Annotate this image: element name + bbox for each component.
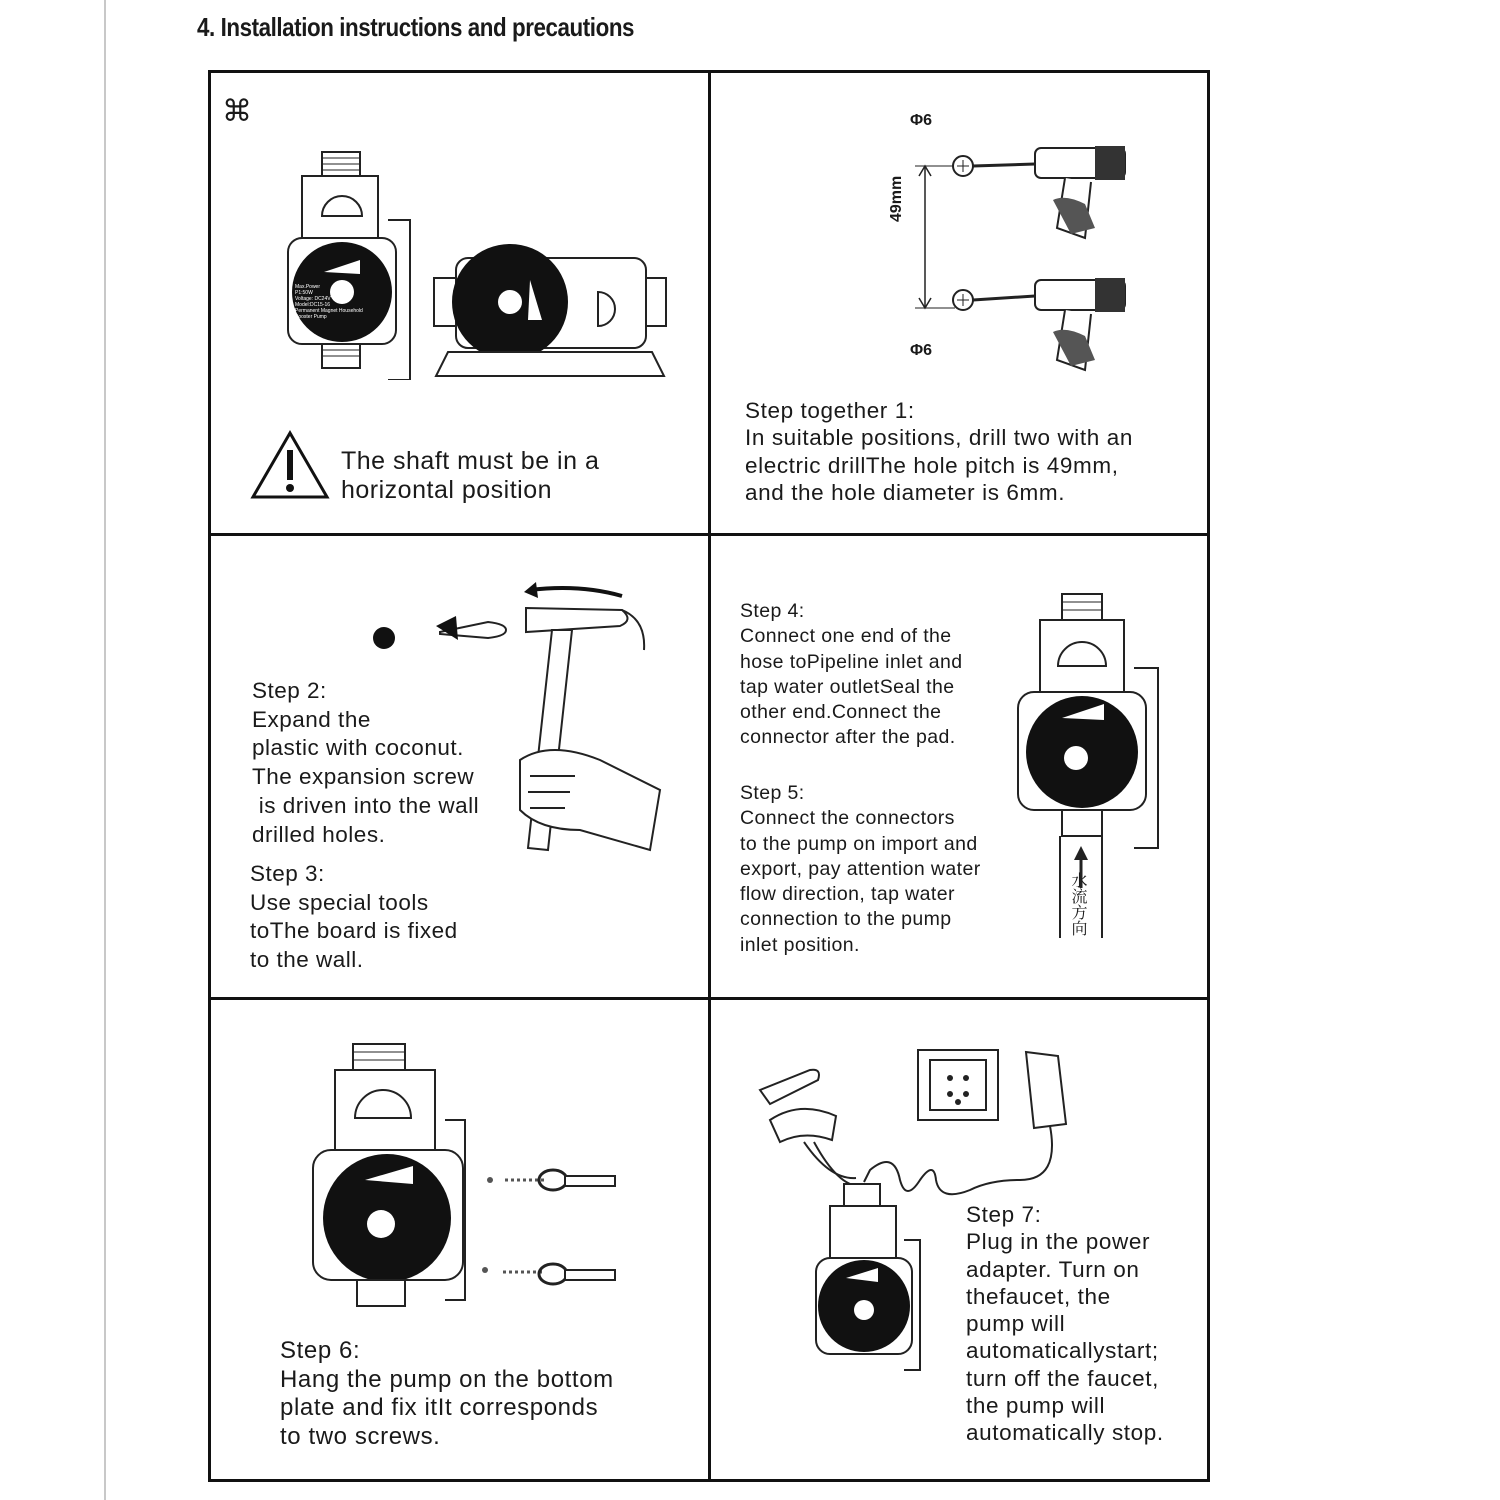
step6-line-1: Step 6: [280, 1337, 361, 1364]
step5-line-3: to the pump on import and [740, 832, 978, 855]
step2-line-4: The expansion screw [252, 764, 475, 790]
step3-line-4: to the wall. [250, 947, 364, 973]
dimension-pitch: 49mm [888, 175, 905, 222]
pump-with-hose-illustration [1012, 588, 1172, 940]
step5-line-4: export, pay attention water [740, 857, 981, 880]
pump-side-illustration [430, 240, 670, 380]
step7-line-9: automatically stop. [966, 1420, 1164, 1446]
step4-line-4: tap water outletSeal the [740, 675, 955, 698]
step3-line-2: Use special tools [250, 889, 429, 915]
label-model: Model:DC15-16 [295, 302, 331, 308]
grid-divider-vertical [708, 70, 711, 1482]
warning-line-1: The shaft must be in a [341, 447, 600, 475]
step7-line-6: automaticallystart; [966, 1338, 1159, 1364]
label-name1: Permanent Magnet Household [295, 308, 363, 314]
pump-front-illustration [270, 140, 420, 380]
dimension-bottom: Φ6 [910, 342, 933, 359]
step5-line-6: connection to the pump [740, 908, 952, 931]
step2-line-1: Step 2: [252, 678, 327, 703]
step1-line-1: Step together 1: [745, 398, 915, 423]
step2-text [252, 677, 479, 849]
dimension-top: Φ6 [910, 112, 933, 129]
step7-line-7: turn off the faucet, [966, 1365, 1159, 1391]
step7-line-8: the pump will [966, 1393, 1106, 1419]
step2-line-2: Expand the [252, 706, 371, 732]
step2-line-6: drilled holes. [252, 821, 386, 847]
label-voltage: Voltage: DC24V [295, 296, 331, 302]
step4-line-1: Step 4: [740, 600, 805, 622]
step1-line-4: and the hole diameter is 6mm. [745, 479, 1066, 505]
warning-text [341, 447, 599, 505]
label-name2: Booster Pump [295, 314, 327, 320]
drill-diagram [895, 108, 1155, 398]
label-p1: P1:50W [295, 290, 313, 296]
warning-line-2: horizontal position [341, 476, 553, 504]
step6-line-2: Hang the pump on the bottom [280, 1365, 614, 1393]
step1-line-2: In suitable positions, drill two with an [745, 425, 1133, 451]
step6-text [280, 1337, 614, 1452]
step6-line-4: to two screws. [280, 1423, 441, 1451]
page-margin-line [104, 0, 106, 1500]
step1-text [745, 397, 1133, 506]
step7-text [966, 1201, 1164, 1447]
pump-front-label [295, 284, 395, 320]
grid-divider-row1 [208, 533, 1210, 536]
step5-line-5: flow direction, tap water [740, 883, 955, 906]
grid-divider-row2 [208, 997, 1210, 1000]
step2-line-3: plastic with coconut. [252, 735, 464, 761]
step3-line-3: toThe board is fixed [250, 918, 458, 944]
step7-line-2: Plug in the power [966, 1229, 1151, 1255]
command-symbol: ⌘ [222, 95, 252, 128]
step5-line-1: Step 5: [740, 782, 805, 804]
step4-line-6: connector after the pad. [740, 726, 956, 749]
step7-line-3: adapter. Turn on [966, 1256, 1140, 1282]
step5-text [740, 781, 981, 958]
pump-hanging-illustration [305, 1040, 635, 1310]
flow-direction-label: 水流方向 [1069, 872, 1086, 936]
step5-line-2: Connect the connectors [740, 807, 955, 830]
step6-line-3: plate and fix itIt corresponds [280, 1394, 599, 1422]
step5-line-7: inlet position. [740, 933, 860, 956]
step4-line-5: other end.Connect the [740, 701, 942, 724]
step4-line-3: hose toPipeline inlet and [740, 650, 963, 673]
step4-line-2: Connect one end of the [740, 625, 952, 648]
step3-line-1: Step 3: [250, 861, 325, 886]
step7-line-4: thefaucet, the [966, 1283, 1111, 1309]
step2-line-5: is driven into the wall [252, 792, 480, 818]
page-heading: 4. Installation instructions and precautions [197, 12, 635, 42]
step7-line-1: Step 7: [966, 1202, 1042, 1227]
warning-triangle-icon [250, 430, 330, 500]
step1-line-3: electric drillThe hole pitch is 49mm, [745, 452, 1119, 478]
label-max-power: Max.Power [295, 284, 321, 290]
step4-text [740, 599, 963, 751]
step7-line-5: pump will [966, 1311, 1066, 1337]
step3-text [250, 860, 458, 975]
